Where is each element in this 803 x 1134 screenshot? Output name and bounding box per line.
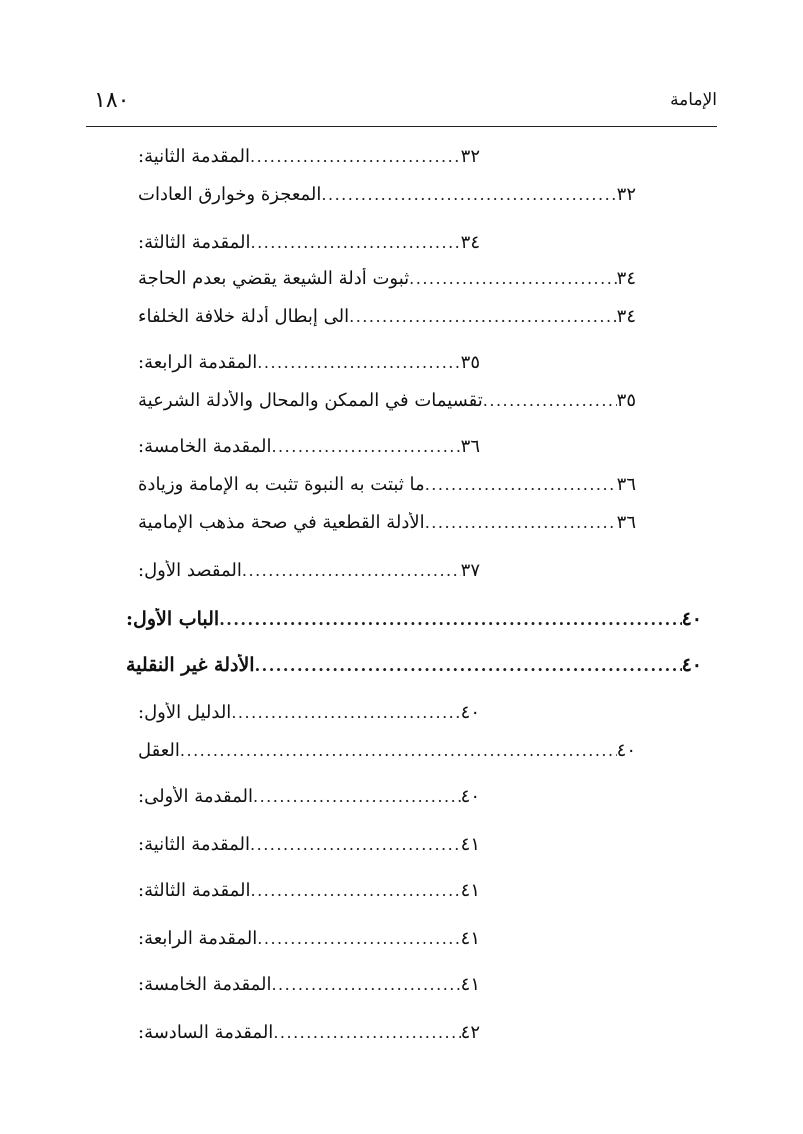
dot-leader: [242, 561, 461, 580]
running-title: الإمامة: [670, 90, 717, 110]
toc-section-heading[interactable]: [124, 608, 704, 640]
table-of-contents: [124, 0, 704, 1134]
toc-entry-title: المقدمة الثانية:: [138, 146, 251, 167]
toc-entry-title: الباب الأول:: [126, 608, 220, 630]
toc-entry[interactable]: [136, 786, 482, 818]
toc-entry[interactable]: [136, 512, 638, 544]
toc-entry[interactable]: [136, 834, 482, 866]
toc-entry-title: المقدمة الرابعة:: [138, 928, 258, 949]
toc-entry-page: ٤٠: [616, 740, 636, 761]
toc-entry-title: الدليل الأول:: [138, 702, 232, 723]
page-number: ١٨٠: [94, 88, 130, 113]
toc-entry-page: ٤٢: [460, 1022, 480, 1043]
toc-entry-page: ٣٤: [616, 268, 636, 289]
toc-entry[interactable]: [136, 184, 638, 216]
toc-entry-title: المقدمة الخامسة:: [138, 436, 272, 457]
toc-entry[interactable]: [136, 268, 638, 300]
dot-leader: [271, 437, 460, 456]
dot-leader: [425, 513, 617, 532]
dot-leader: [321, 185, 616, 204]
dot-leader: [253, 787, 461, 806]
dot-leader: [250, 147, 461, 166]
toc-entry-page: ٣٧: [460, 560, 480, 581]
dot-leader: [257, 353, 460, 372]
dot-leader: [251, 233, 461, 252]
toc-entry-title: المقدمة الثالثة:: [138, 232, 251, 253]
dot-leader: [483, 391, 617, 410]
toc-entry-title: ثبوت أدلة الشيعة يقضي بعدم الحاجة: [138, 268, 410, 289]
toc-entry-title: تقسيمات في الممكن والمحال والأدلة الشرعية: [138, 390, 483, 411]
toc-entry-page: ٣٤: [460, 232, 480, 253]
dot-leader: [251, 881, 461, 900]
toc-entry-page: ٣٤: [616, 306, 636, 327]
toc-entry-page: ٤١: [460, 928, 480, 949]
toc-entry-page: ٤١: [460, 974, 480, 995]
toc-entry-title: الأدلة القطعية في صحة مذهب الإمامية: [138, 512, 425, 533]
toc-entry[interactable]: [136, 474, 638, 506]
toc-entry-page: ٤٠: [681, 608, 702, 630]
toc-entry[interactable]: [136, 390, 638, 422]
toc-entry-page: ٤١: [460, 880, 480, 901]
toc-entry-title: العقل: [138, 740, 180, 761]
toc-entry[interactable]: [136, 232, 482, 264]
toc-entry-page: ٣٥: [616, 390, 636, 411]
dot-leader: [409, 269, 617, 288]
dot-leader: [180, 741, 617, 760]
toc-entry-title: ما ثبتت به النبوة تثبت به الإمامة وزيادة: [138, 474, 425, 495]
toc-entry-title: الى إبطال أدلة خلافة الخلفاء: [138, 306, 350, 327]
dot-leader: [219, 610, 681, 629]
toc-section-heading[interactable]: [124, 654, 704, 686]
toc-entry-title: المقدمة الرابعة:: [138, 352, 258, 373]
toc-entry[interactable]: [136, 352, 482, 384]
toc-entry[interactable]: [136, 436, 482, 468]
toc-entry-page: ٣٦: [460, 436, 480, 457]
toc-entry[interactable]: [136, 928, 482, 960]
toc-entry[interactable]: [136, 740, 638, 772]
toc-entry[interactable]: [136, 146, 482, 178]
toc-entry-title: الأدلة غير النقلية: [126, 654, 255, 676]
toc-entry-title: المقدمة الثالثة:: [138, 880, 251, 901]
toc-entry-title: المقصد الأول:: [138, 560, 242, 581]
dot-leader: [273, 1023, 460, 1042]
dot-leader: [425, 475, 617, 494]
toc-entry[interactable]: [136, 306, 638, 338]
toc-entry[interactable]: [136, 974, 482, 1006]
toc-entry-title: المعجزة وخوارق العادات: [138, 184, 322, 205]
toc-entry-title: المقدمة السادسة:: [138, 1022, 274, 1043]
toc-entry-page: ٣٢: [460, 146, 480, 167]
toc-entry[interactable]: [136, 880, 482, 912]
dot-leader: [257, 929, 460, 948]
toc-entry-title: المقدمة الخامسة:: [138, 974, 272, 995]
toc-entry-page: ٤٠: [681, 654, 702, 676]
toc-entry-title: المقدمة الثانية:: [138, 834, 251, 855]
dot-leader: [255, 656, 682, 675]
toc-entry-page: ٤٠: [460, 786, 480, 807]
toc-entry-page: ٤٠: [460, 702, 480, 723]
toc-entry-page: ٣٥: [460, 352, 480, 373]
toc-entry[interactable]: [136, 1022, 482, 1054]
toc-entry-title: المقدمة الأولى:: [138, 786, 253, 807]
dot-leader: [271, 975, 460, 994]
toc-entry[interactable]: [136, 560, 482, 592]
dot-leader: [231, 703, 460, 722]
dot-leader: [349, 307, 617, 326]
toc-entry-page: ٣٢: [616, 184, 636, 205]
toc-entry-page: ٤١: [460, 834, 480, 855]
toc-entry-page: ٣٦: [616, 512, 636, 533]
toc-entry[interactable]: [136, 702, 482, 734]
toc-entry-page: ٣٦: [616, 474, 636, 495]
dot-leader: [250, 835, 461, 854]
